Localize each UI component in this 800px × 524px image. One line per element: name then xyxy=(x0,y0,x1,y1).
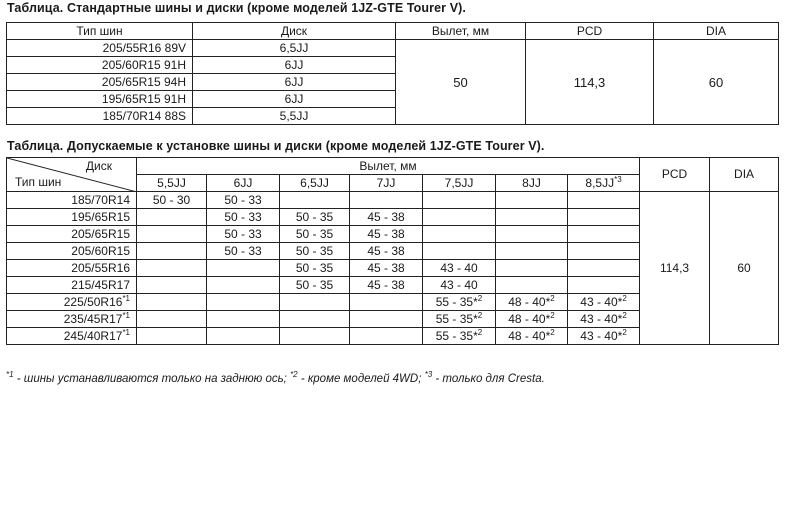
disk-size: 8JJ xyxy=(522,175,541,190)
offset-range: 43 - 40 xyxy=(440,277,478,292)
offset-cell xyxy=(137,192,207,209)
disk-header xyxy=(280,175,350,192)
table1-disk: 6JJ xyxy=(193,91,396,108)
tire-size: 235/45R17 xyxy=(63,311,123,326)
table2-pcd-value: 114,3 xyxy=(640,192,710,345)
offset-range: 50 - 35 xyxy=(295,209,334,224)
offset-range: 50 - 35 xyxy=(295,226,334,241)
offset-range: 43 - 40 xyxy=(440,260,478,275)
disk-size: 7JJ xyxy=(376,175,396,190)
offset-range: 43 - 40* xyxy=(580,311,623,326)
tire-size: 215/45R17 xyxy=(71,277,130,292)
offset-cell xyxy=(280,277,350,294)
header-dia: DIA xyxy=(654,23,779,40)
tire-cell xyxy=(7,226,137,243)
offset-note-mark: 2 xyxy=(622,310,627,320)
table2-dia-value: 60 xyxy=(710,192,779,345)
offset-note-mark: 2 xyxy=(550,327,555,337)
header-offset: Вылет, мм xyxy=(396,23,526,40)
offset-cell xyxy=(207,311,280,328)
offset-cell xyxy=(137,294,207,311)
offset-cell xyxy=(280,243,350,260)
offset-cell xyxy=(423,209,496,226)
table2-title: Таблица. Допускаемые к установке шины и диски (кроме моделей 1JZ-GTE Tourer V). xyxy=(7,139,545,153)
offset-cell xyxy=(496,226,568,243)
tire-cell xyxy=(7,260,137,277)
offset-range: 43 - 40* xyxy=(580,294,623,309)
offset-range: 50 - 33 xyxy=(224,192,262,207)
offset-cell xyxy=(137,260,207,277)
offset-cell xyxy=(207,209,280,226)
offset-cell xyxy=(350,328,423,345)
table1-tire: 185/70R14 88S xyxy=(7,108,193,125)
offset-cell xyxy=(350,294,423,311)
offset-cell xyxy=(496,260,568,277)
offset-range: 45 - 38 xyxy=(367,243,405,258)
offset-range: 50 - 33 xyxy=(224,226,262,241)
tire-size: 195/65R15 xyxy=(71,209,130,224)
offset-range: 48 - 40* xyxy=(508,328,551,343)
disk-header xyxy=(137,175,207,192)
header-tire-type: Тип шин xyxy=(7,23,193,40)
table1-tire: 195/65R15 91H xyxy=(7,91,193,108)
tire-size: 205/55R16 xyxy=(71,260,130,275)
offset-range: 45 - 38 xyxy=(367,260,405,275)
footnote-mark-1: *1 xyxy=(6,370,14,380)
offset-cell xyxy=(568,226,640,243)
offset-range: 50 - 33 xyxy=(224,243,262,258)
offset-cell xyxy=(496,328,568,345)
offset-cell xyxy=(496,311,568,328)
disk-size: 8,5JJ xyxy=(585,175,615,190)
offset-cell xyxy=(137,226,207,243)
offset-cell xyxy=(207,277,280,294)
offset-range: 50 - 30 xyxy=(152,192,191,207)
dia-header: DIA xyxy=(710,158,779,192)
tire-size: 225/50R16 xyxy=(63,294,123,309)
offset-cell xyxy=(496,209,568,226)
tire-cell xyxy=(7,311,137,328)
offset-range: 50 - 35 xyxy=(295,243,334,258)
offset-cell xyxy=(423,311,496,328)
offset-cell xyxy=(207,226,280,243)
tire-note-mark: *1 xyxy=(122,310,130,320)
offset-cell xyxy=(423,192,496,209)
offset-cell xyxy=(137,311,207,328)
tire-size: 205/65R15 xyxy=(71,226,130,241)
offset-cell xyxy=(568,209,640,226)
offset-range: 45 - 38 xyxy=(367,209,405,224)
table1-disk: 6,5JJ xyxy=(193,40,396,57)
tire-cell xyxy=(7,192,137,209)
tire-size: 245/40R17 xyxy=(63,328,123,343)
offset-cell xyxy=(568,243,640,260)
offset-cell xyxy=(280,226,350,243)
table-row xyxy=(7,192,779,209)
pcd-header: PCD xyxy=(640,158,710,192)
offset-range: 45 - 38 xyxy=(367,226,405,241)
tire-cell xyxy=(7,328,137,345)
offset-range: 50 - 35 xyxy=(295,260,334,275)
disk-header xyxy=(496,175,568,192)
offset-cell xyxy=(423,328,496,345)
standard-tires-table xyxy=(6,22,779,125)
disk-size: 7,5JJ xyxy=(444,175,474,190)
offset-note-mark: 2 xyxy=(477,327,483,337)
offset-cell xyxy=(423,243,496,260)
offset-cell xyxy=(423,277,496,294)
offset-cell xyxy=(496,192,568,209)
offset-range: 48 - 40* xyxy=(508,311,551,326)
footnote-mark-3: *3 xyxy=(424,370,433,380)
table1-title: Таблица. Стандартные шины и диски (кроме моделей 1JZ-GTE Tourer V). xyxy=(7,1,466,15)
offset-cell xyxy=(280,209,350,226)
table1-dia-value: 60 xyxy=(654,40,779,125)
offset-cell xyxy=(350,260,423,277)
offset-cell xyxy=(350,277,423,294)
table1-offset-value: 50 xyxy=(396,40,526,125)
disk-header xyxy=(207,175,280,192)
tire-note-mark: *1 xyxy=(122,293,130,303)
allowed-tires-table xyxy=(6,157,779,345)
corner-header xyxy=(7,158,137,192)
offset-cell xyxy=(496,277,568,294)
disk-note-mark: *3 xyxy=(614,174,622,184)
offset-cell xyxy=(423,226,496,243)
offset-note-mark: 2 xyxy=(550,293,555,303)
tire-size: 205/60R15 xyxy=(71,243,130,258)
offset-cell xyxy=(137,277,207,294)
offset-cell xyxy=(137,209,207,226)
offset-cell xyxy=(280,192,350,209)
offset-note-mark: 2 xyxy=(550,310,555,320)
table1-disk: 6JJ xyxy=(193,74,396,91)
disk-header xyxy=(350,175,423,192)
disk-header xyxy=(423,175,496,192)
tire-cell xyxy=(7,209,137,226)
offset-note-mark: 2 xyxy=(622,327,627,337)
footnote-text-1: - шины устанавливаются только на заднюю ось; xyxy=(13,373,291,385)
offset-cell xyxy=(350,209,423,226)
corner-tire-label: Тип шин xyxy=(15,175,62,189)
offset-range: 55 - 35* xyxy=(435,311,478,326)
offset-cell xyxy=(207,294,280,311)
header-disk: Диск xyxy=(193,23,396,40)
offset-cell xyxy=(280,328,350,345)
offset-range: 50 - 33 xyxy=(224,209,262,224)
offset-cell xyxy=(137,243,207,260)
footnote-text-3: - только для Cresta. xyxy=(432,373,545,385)
disk-size: 5,5JJ xyxy=(157,175,186,190)
table1-disk: 6JJ xyxy=(193,57,396,74)
offset-range: 43 - 40* xyxy=(580,328,623,343)
offset-cell xyxy=(280,294,350,311)
offset-cell xyxy=(280,311,350,328)
table1-tire: 205/55R16 89V xyxy=(7,40,193,57)
disk-size: 6,5JJ xyxy=(300,175,329,190)
disk-size: 6JJ xyxy=(233,175,253,190)
offset-range: 55 - 35* xyxy=(435,328,478,343)
offset-cell xyxy=(350,311,423,328)
offset-cell xyxy=(137,328,207,345)
tire-cell xyxy=(7,277,137,294)
offset-range: 50 - 35 xyxy=(295,277,334,292)
offset-cell xyxy=(207,243,280,260)
footnote xyxy=(6,370,545,385)
offset-cell xyxy=(350,192,423,209)
offset-cell xyxy=(423,294,496,311)
table1-disk: 5,5JJ xyxy=(193,108,396,125)
tire-cell xyxy=(7,243,137,260)
offset-note-mark: 2 xyxy=(477,293,483,303)
offset-header: Вылет, мм xyxy=(137,158,640,175)
offset-note-mark: 2 xyxy=(622,293,627,303)
offset-cell xyxy=(350,226,423,243)
offset-cell xyxy=(568,328,640,345)
offset-cell xyxy=(350,243,423,260)
footnote-text-2: - кроме моделей 4WD; xyxy=(297,373,425,385)
offset-cell xyxy=(207,260,280,277)
tire-note-mark: *1 xyxy=(122,327,130,337)
offset-range: 48 - 40* xyxy=(508,294,551,309)
offset-cell xyxy=(207,328,280,345)
footnote-mark-2: *2 xyxy=(290,370,298,380)
disk-header xyxy=(568,175,640,192)
tire-cell xyxy=(7,294,137,311)
offset-cell xyxy=(280,260,350,277)
table1-tire: 205/65R15 94H xyxy=(7,74,193,91)
offset-cell xyxy=(568,294,640,311)
offset-cell xyxy=(496,243,568,260)
offset-cell xyxy=(568,277,640,294)
table1-tire: 205/60R15 91H xyxy=(7,57,193,74)
offset-range: 55 - 35* xyxy=(435,294,478,309)
offset-cell xyxy=(423,260,496,277)
offset-range: 45 - 38 xyxy=(367,277,405,292)
offset-cell xyxy=(207,192,280,209)
offset-note-mark: 2 xyxy=(477,310,483,320)
tire-size: 185/70R14 xyxy=(71,192,130,207)
offset-cell xyxy=(568,311,640,328)
offset-cell xyxy=(568,260,640,277)
offset-cell xyxy=(568,192,640,209)
offset-cell xyxy=(496,294,568,311)
header-pcd: PCD xyxy=(526,23,654,40)
table1-pcd-value: 114,3 xyxy=(526,40,654,125)
corner-disk-label: Диск xyxy=(85,159,112,173)
